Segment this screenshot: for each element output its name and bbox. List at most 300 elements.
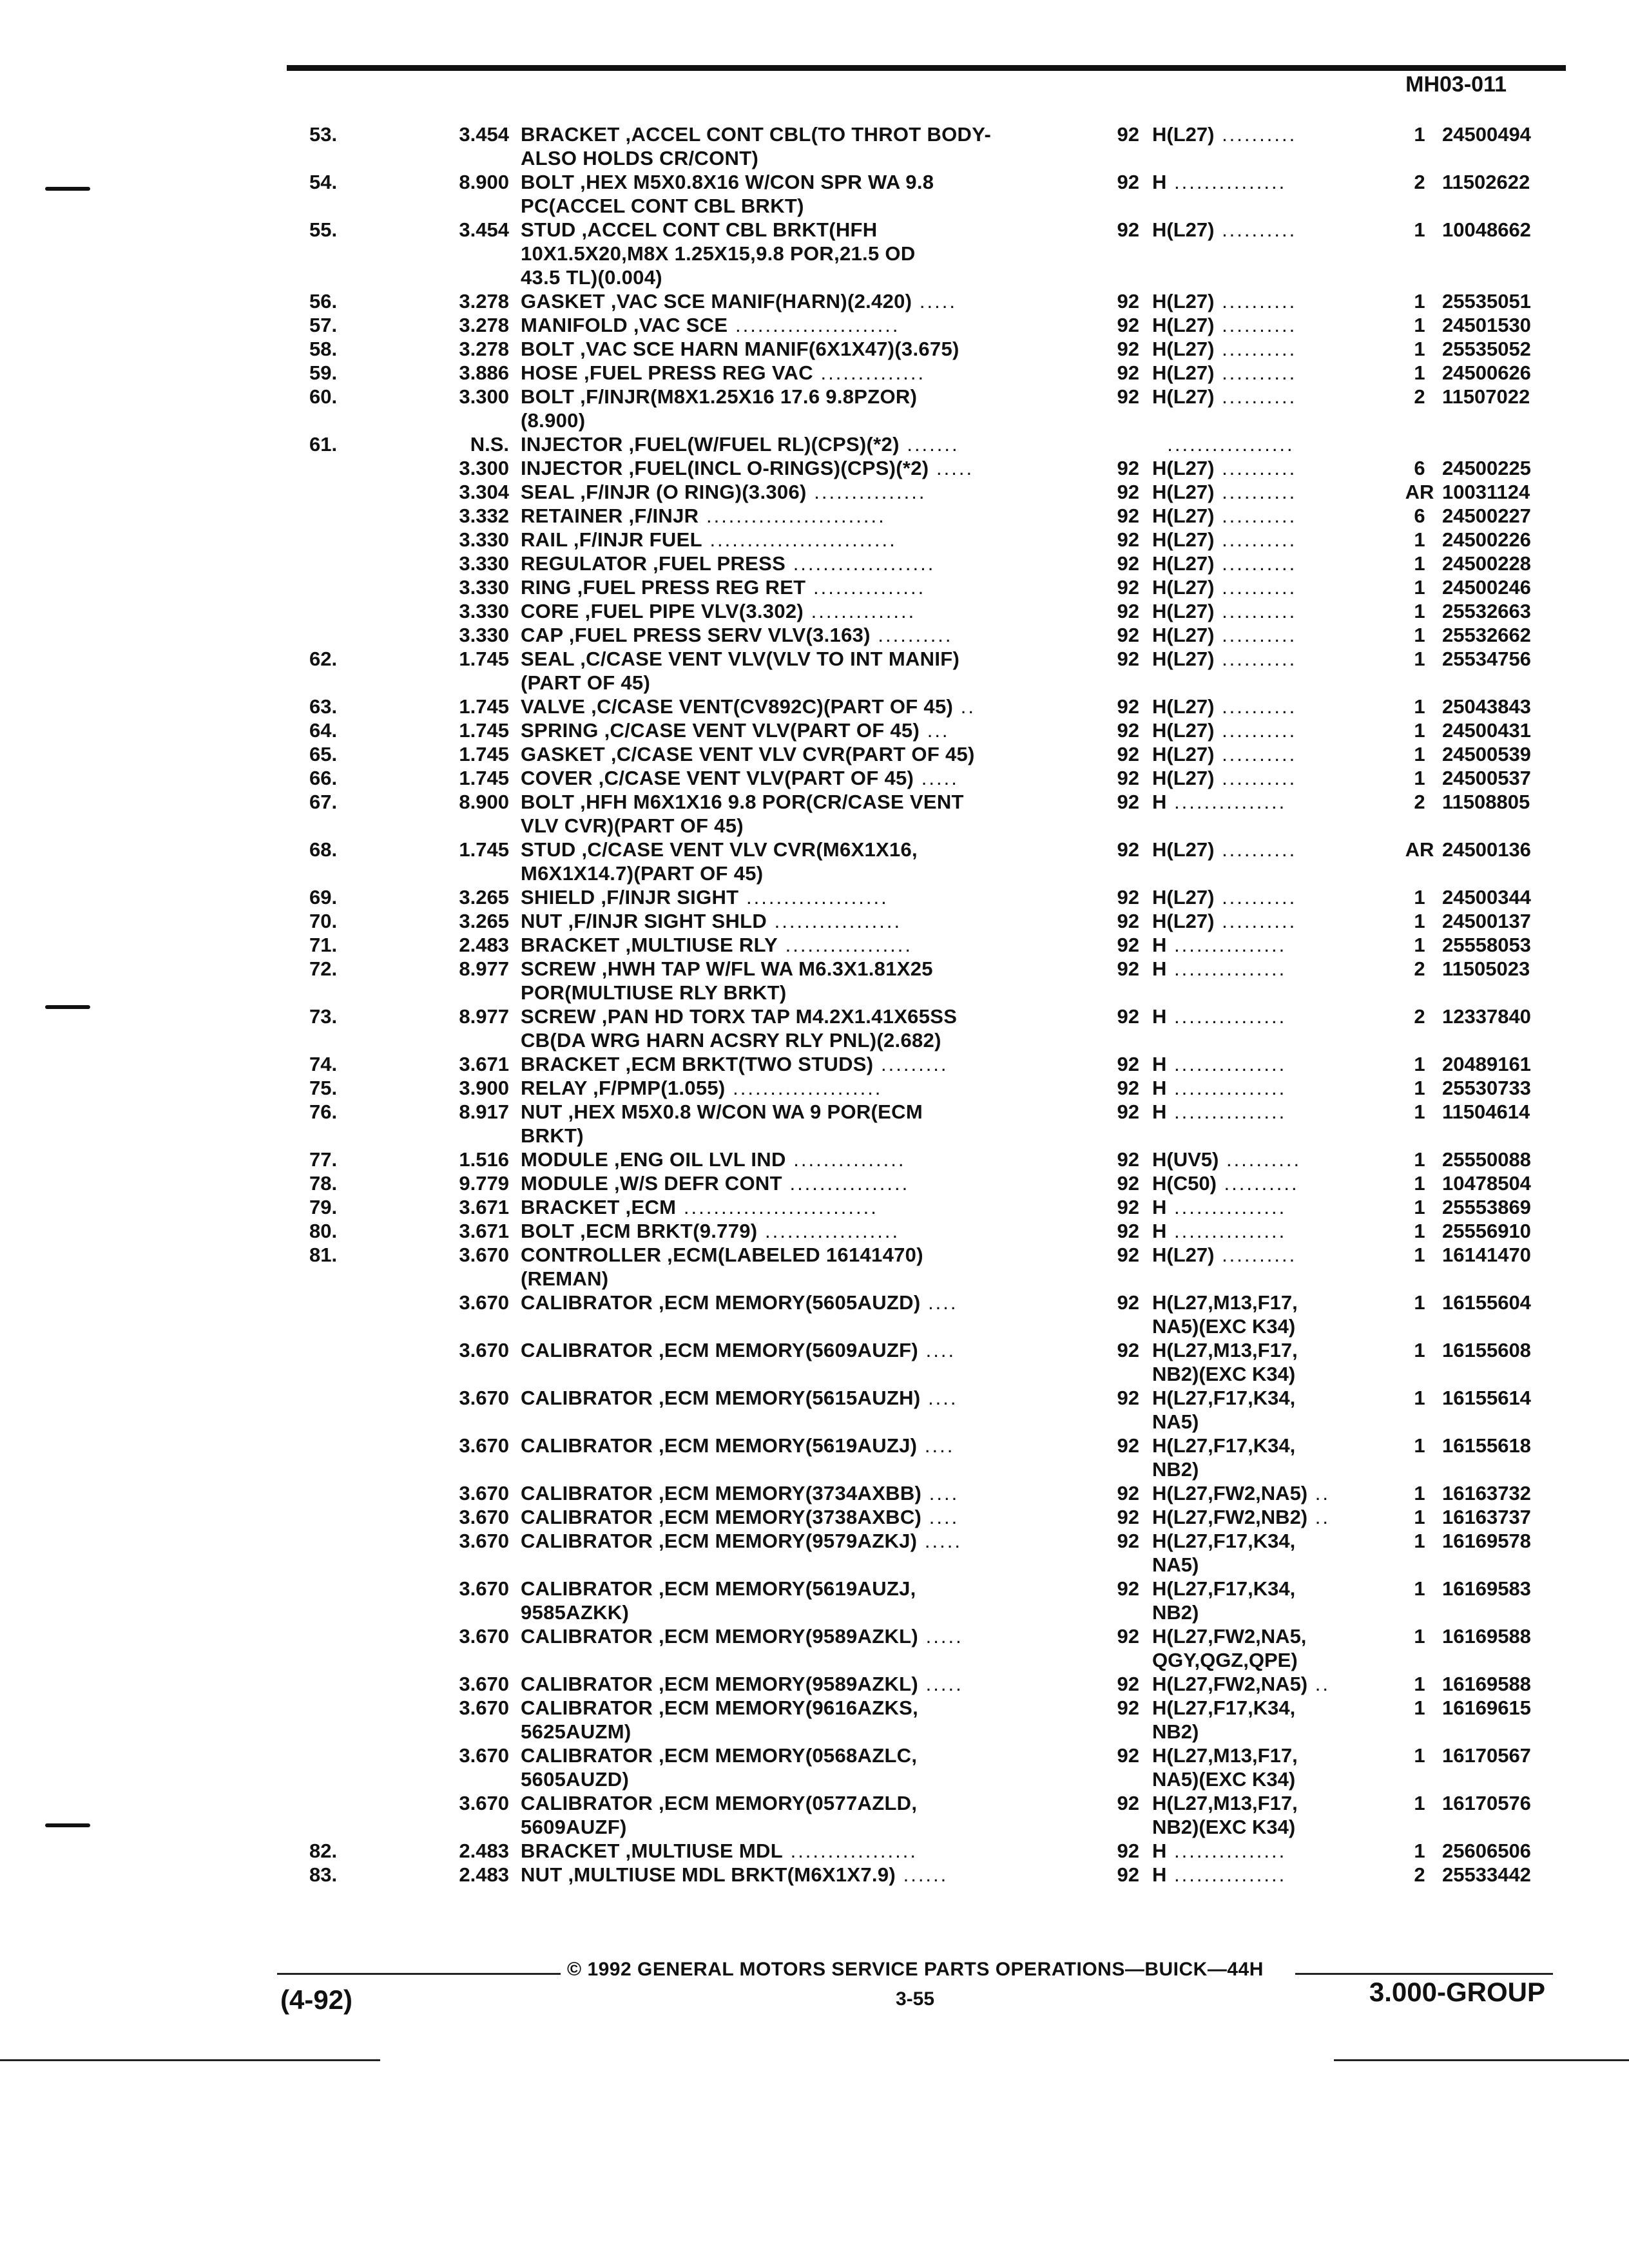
usage-text: H(L27,M13,F17, NA5)(EXC K34) (1152, 1291, 1298, 1338)
bottom-rule (0, 2059, 380, 2061)
description-text: BRACKET ,ECM BRKT(TWO STUDS) (521, 1053, 874, 1075)
quantity: 2 (1414, 791, 1425, 813)
leader-dots: .......... (1214, 838, 1297, 861)
part-description (521, 1100, 1088, 1148)
group-number: 3.670 (459, 1387, 509, 1409)
group-number: 3.330 (459, 624, 509, 646)
part-description (521, 1529, 1088, 1553)
model-year: 92 (1117, 1053, 1139, 1075)
description-text: BRACKET ,MULTIUSE MDL (521, 1840, 783, 1862)
leader-dots: ............... (1166, 1077, 1287, 1099)
model-year: 92 (1117, 1339, 1139, 1361)
model-year: 92 (1117, 791, 1139, 813)
leader-dots: ............... (1166, 957, 1287, 980)
group-number: 3.278 (459, 290, 509, 312)
usage-text: H(L27) (1152, 624, 1215, 646)
leader-dots: .......... (1214, 552, 1297, 575)
usage-code (1139, 1672, 1397, 1696)
quantity: 1 (1414, 361, 1425, 384)
leader-dots: ......................... (702, 528, 897, 551)
description-text: CALIBRATOR ,ECM MEMORY(5619AUZJ, 9585AZKK) (521, 1577, 916, 1624)
usage-code (1139, 718, 1397, 742)
description-text: BOLT ,VAC SCE HARN MANIF(6X1X47)(3.675) (521, 338, 959, 360)
usage-code (1139, 1171, 1397, 1195)
group-number: 3.670 (459, 1792, 509, 1814)
part-number: 11504614 (1442, 1100, 1530, 1123)
description-text: STUD ,C/CASE VENT VLV CVR(M6X1X16, M6X1X14.7)(PART OF 45) (521, 838, 918, 885)
part-number: 25532662 (1442, 624, 1531, 646)
leader-dots: .......... (1214, 361, 1297, 384)
part-number: 16155618 (1442, 1434, 1531, 1457)
part-description (521, 1696, 1088, 1744)
top-rule (287, 65, 1566, 71)
part-row (309, 742, 1547, 766)
description-text: BOLT ,HFH M6X1X16 9.8 POR(CR/CASE VENT VLV CVR)(PART OF 45) (521, 791, 964, 837)
leader-dots: .. (953, 695, 976, 718)
part-description (521, 647, 1088, 695)
quantity: 1 (1414, 314, 1425, 336)
part-row (309, 695, 1547, 718)
part-number: 24500494 (1442, 123, 1531, 146)
bottom-rule (1334, 2059, 1629, 2061)
quantity: 1 (1414, 910, 1425, 932)
leader-dots: .......... (1214, 648, 1297, 670)
model-year: 92 (1117, 457, 1139, 479)
description-text: BRACKET ,ACCEL CONT CBL(TO THROT BODY- ALSO HOLDS CR/CONT) (521, 123, 992, 169)
usage-text: H(L27) (1152, 576, 1215, 599)
description-text: SHIELD ,F/INJR SIGHT (521, 886, 739, 908)
part-number: 25533442 (1442, 1863, 1531, 1886)
part-description (521, 838, 1088, 885)
leader-dots: .......... (1214, 123, 1297, 146)
leader-dots: ........................ (699, 505, 886, 527)
part-number: 24500246 (1442, 576, 1531, 599)
part-row (309, 1791, 1547, 1839)
group-number: 3.670 (459, 1673, 509, 1695)
part-description (521, 718, 1088, 742)
part-description (521, 432, 1088, 456)
leader-dots: .... (920, 1387, 958, 1409)
usage-text: H(L27,F17,K34, NA5) (1152, 1387, 1296, 1433)
usage-text: H (1152, 1840, 1167, 1862)
usage-code (1139, 122, 1397, 146)
quantity: 6 (1414, 505, 1425, 527)
description-text: CALIBRATOR ,ECM MEMORY(3738AXBC) (521, 1506, 922, 1528)
leader-dots: .......... (1214, 314, 1297, 336)
model-year: 92 (1117, 648, 1139, 670)
part-number: 25530733 (1442, 1077, 1531, 1099)
part-number: 16170576 (1442, 1792, 1531, 1814)
part-number: 24500137 (1442, 910, 1531, 932)
model-year: 92 (1117, 123, 1139, 146)
ref-number: 82. (309, 1840, 338, 1862)
usage-code (1139, 1791, 1397, 1839)
group-number: 3.670 (459, 1434, 509, 1457)
part-number: 25535051 (1442, 290, 1531, 312)
part-description (521, 313, 1088, 337)
model-year: 92 (1117, 838, 1139, 861)
part-row (309, 790, 1547, 838)
description-text: BRACKET ,MULTIUSE RLY (521, 934, 778, 956)
quantity: 1 (1414, 1792, 1425, 1814)
model-year: 92 (1117, 1196, 1139, 1218)
model-year: 92 (1117, 290, 1139, 312)
ref-number: 72. (309, 957, 338, 980)
part-row (309, 480, 1547, 504)
part-description (521, 1291, 1088, 1314)
description-text: SEAL ,C/CASE VENT VLV(VLV TO INT MANIF) (PART OF 45) (521, 648, 960, 694)
leader-dots: .............. (813, 361, 926, 384)
usage-text: H(L27) (1152, 886, 1215, 908)
quantity: 1 (1414, 1482, 1425, 1504)
usage-code (1139, 1863, 1397, 1887)
part-row (309, 1529, 1547, 1577)
part-number: 16169583 (1442, 1577, 1531, 1600)
usage-code (1139, 1577, 1397, 1624)
leader-dots: .......... (1214, 910, 1297, 932)
description-text: BOLT ,F/INJR(M8X1.25X16 17.6 9.8PZOR) (8.900) (521, 385, 918, 432)
part-number: 10031124 (1442, 481, 1530, 503)
leader-dots: ............... (805, 576, 926, 599)
leader-dots: ............... (786, 1148, 906, 1171)
part-description (521, 1481, 1088, 1505)
description-text: RETAINER ,F/INJR (521, 505, 699, 527)
usage-code (1139, 599, 1397, 623)
usage-text: H (1152, 791, 1167, 813)
part-row (309, 1505, 1547, 1529)
group-number: N.S. (470, 433, 509, 456)
leader-dots: ..... (917, 1530, 962, 1552)
group-number: 3.900 (459, 1077, 509, 1099)
group-number: 3.670 (459, 1577, 509, 1600)
quantity: 1 (1414, 338, 1425, 360)
group-number: 3.278 (459, 314, 509, 336)
part-number: 24501530 (1442, 314, 1531, 336)
part-row (309, 909, 1547, 933)
description-text: CALIBRATOR ,ECM MEMORY(5609AUZF) (521, 1339, 918, 1361)
part-description (521, 1839, 1088, 1863)
quantity: 1 (1414, 624, 1425, 646)
usage-text: H(L27) (1152, 385, 1215, 408)
group-number: 2.483 (459, 1863, 509, 1886)
part-description (521, 695, 1088, 718)
usage-text: H (1152, 1220, 1167, 1242)
part-row (309, 766, 1547, 790)
group-number: 2.483 (459, 1840, 509, 1862)
model-year: 92 (1117, 957, 1139, 980)
part-row (309, 575, 1547, 599)
part-description (521, 337, 1088, 361)
usage-text: H(L27) (1152, 600, 1215, 622)
part-row (309, 933, 1547, 957)
group-number: 3.670 (459, 1482, 509, 1504)
quantity: 1 (1414, 1077, 1425, 1099)
leader-dots: ............... (1166, 1196, 1287, 1218)
description-text: CALIBRATOR ,ECM MEMORY(3734AXBB) (521, 1482, 922, 1504)
usage-code (1139, 575, 1397, 599)
description-text: SCREW ,PAN HD TORX TAP M4.2X1.41X65SS CB(DA WRG HARN ACSRY RLY PNL)(2.682) (521, 1005, 958, 1052)
usage-text: H(L27,M13,F17, NB2)(EXC K34) (1152, 1792, 1298, 1838)
leader-dots: ............... (1166, 791, 1287, 813)
model-year: 92 (1117, 361, 1139, 384)
group-number: 8.977 (459, 957, 509, 980)
part-number: 16155604 (1442, 1291, 1531, 1314)
part-number: 24500431 (1442, 719, 1531, 742)
part-description (521, 1386, 1088, 1410)
quantity: 2 (1414, 1863, 1425, 1886)
leader-dots: .......... (1214, 338, 1297, 360)
part-row (309, 718, 1547, 742)
parts-list (309, 122, 1547, 1887)
model-year: 92 (1117, 695, 1139, 718)
part-description (521, 1052, 1088, 1076)
quantity: 1 (1414, 218, 1425, 241)
description-text: BOLT ,HEX M5X0.8X16 W/CON SPR WA 9.8 PC(ACCEL CONT CBL BRKT) (521, 171, 934, 217)
description-text: SEAL ,F/INJR (O RING)(3.306) (521, 481, 807, 503)
ref-number: 62. (309, 648, 338, 670)
leader-dots: ............... (1166, 934, 1287, 956)
group-number: 3.886 (459, 361, 509, 384)
part-row (309, 313, 1547, 337)
leader-dots: .. (1307, 1506, 1330, 1528)
part-row (309, 957, 1547, 1004)
leader-dots: .................... (725, 1077, 883, 1099)
usage-text: H(L27) (1152, 767, 1215, 789)
description-text: CAP ,FUEL PRESS SERV VLV(3.163) (521, 624, 871, 646)
group-number: 3.670 (459, 1530, 509, 1552)
group-number: 8.917 (459, 1100, 509, 1123)
quantity: 1 (1414, 1339, 1425, 1361)
part-description (521, 385, 1088, 432)
usage-code (1139, 957, 1397, 981)
group-number: 3.454 (459, 218, 509, 241)
part-row (309, 122, 1547, 170)
quantity: 1 (1414, 719, 1425, 742)
description-text: BRACKET ,ECM (521, 1196, 677, 1218)
ref-number: 64. (309, 719, 338, 742)
group-number: 1.745 (459, 838, 509, 861)
model-year: 92 (1117, 1840, 1139, 1862)
usage-code (1139, 1744, 1397, 1791)
description-text: CALIBRATOR ,ECM MEMORY(9589AZKL) (521, 1625, 918, 1648)
usage-text: H(L27) (1152, 290, 1215, 312)
usage-text: H(L27,M13,F17, NB2)(EXC K34) (1152, 1339, 1298, 1385)
usage-code (1139, 170, 1397, 194)
description-text: CALIBRATOR ,ECM MEMORY(0568AZLC, 5605AUZD) (521, 1744, 918, 1791)
part-number: 12337840 (1442, 1005, 1531, 1028)
description-text: NUT ,HEX M5X0.8 W/CON WA 9 POR(ECM BRKT) (521, 1100, 923, 1147)
model-year: 92 (1117, 218, 1139, 241)
description-text: NUT ,F/INJR SIGHT SHLD (521, 910, 767, 932)
leader-dots: ................. (1152, 433, 1295, 456)
usage-code (1139, 1243, 1397, 1267)
model-year: 92 (1117, 1863, 1139, 1886)
leader-dots: ................. (782, 1840, 918, 1862)
leader-dots: .......... (1214, 743, 1297, 765)
description-text: VALVE ,C/CASE VENT(CV892C)(PART OF 45) (521, 695, 954, 718)
part-description (521, 480, 1088, 504)
model-year: 92 (1117, 624, 1139, 646)
leader-dots: .......... (1216, 1172, 1299, 1195)
quantity: 1 (1414, 1506, 1425, 1528)
group-number: 3.330 (459, 576, 509, 599)
quantity: 2 (1414, 957, 1425, 980)
model-year: 92 (1117, 1220, 1139, 1242)
leader-dots: .......... (1214, 624, 1297, 646)
group-number: 8.977 (459, 1005, 509, 1028)
ref-number: 75. (309, 1077, 338, 1099)
part-description (521, 1076, 1088, 1100)
group-number: 3.670 (459, 1339, 509, 1361)
quantity: 1 (1414, 1625, 1425, 1648)
model-year: 92 (1117, 1077, 1139, 1099)
part-number: 16163732 (1442, 1482, 1531, 1504)
usage-code (1139, 432, 1397, 456)
part-row (309, 1100, 1547, 1148)
usage-text: H (1152, 1005, 1167, 1028)
ref-number: 60. (309, 385, 338, 408)
ref-number: 71. (309, 934, 338, 956)
quantity: 1 (1414, 1196, 1425, 1218)
part-row (309, 1148, 1547, 1171)
usage-code (1139, 933, 1397, 957)
group-number: 3.300 (459, 385, 509, 408)
part-row (309, 504, 1547, 528)
group-number: 8.900 (459, 171, 509, 193)
ref-number: 61. (309, 433, 338, 456)
usage-code (1139, 1386, 1397, 1434)
leader-dots: ................... (738, 886, 889, 908)
quantity: 1 (1414, 1577, 1425, 1600)
part-description (521, 766, 1088, 790)
model-year: 92 (1117, 552, 1139, 575)
leader-dots: ..... (914, 767, 959, 789)
description-text: CALIBRATOR ,ECM MEMORY(5615AUZH) (521, 1387, 921, 1409)
quantity: 1 (1414, 767, 1425, 789)
part-number: 10048662 (1442, 218, 1531, 241)
part-description (521, 456, 1088, 480)
part-description (521, 1434, 1088, 1457)
part-row (309, 1434, 1547, 1481)
quantity: 1 (1414, 1220, 1425, 1242)
part-row (309, 385, 1547, 432)
footer-rule (277, 1973, 561, 1975)
leader-dots: .......... (1214, 886, 1297, 908)
quantity: 1 (1414, 1744, 1425, 1767)
quantity: 1 (1414, 1673, 1425, 1695)
description-text: RAIL ,F/INJR FUEL (521, 528, 702, 551)
usage-text: H(L27) (1152, 910, 1215, 932)
punch-mark (45, 1005, 90, 1009)
part-row (309, 1171, 1547, 1195)
usage-text: H(L27) (1152, 338, 1215, 360)
part-number: 25553869 (1442, 1196, 1531, 1218)
part-row (309, 1052, 1547, 1076)
usage-code (1139, 385, 1397, 408)
model-year: 92 (1117, 600, 1139, 622)
usage-code (1139, 504, 1397, 528)
leader-dots: ....... (899, 433, 959, 456)
part-description (521, 885, 1088, 909)
description-text: MANIFOLD ,VAC SCE (521, 314, 728, 336)
usage-code (1139, 1004, 1397, 1028)
ref-number: 74. (309, 1053, 338, 1075)
part-number: 16169615 (1442, 1696, 1531, 1719)
usage-code (1139, 1505, 1397, 1529)
leader-dots: .......... (1214, 290, 1297, 312)
part-row (309, 1481, 1547, 1505)
part-number: 25550088 (1442, 1148, 1531, 1171)
model-year: 92 (1117, 505, 1139, 527)
part-number: 24500539 (1442, 743, 1531, 765)
quantity: 1 (1414, 886, 1425, 908)
page-code: MH03-011 (1405, 72, 1507, 97)
usage-code (1139, 885, 1397, 909)
ref-number: 77. (309, 1148, 338, 1171)
part-row (309, 552, 1547, 575)
quantity: 2 (1414, 171, 1425, 193)
leader-dots: .......... (1214, 1244, 1297, 1266)
part-number: 24500228 (1442, 552, 1531, 575)
page-number: 3-55 (896, 1988, 935, 2010)
group-number: 3.454 (459, 123, 509, 146)
quantity: 1 (1414, 1148, 1425, 1171)
group-number: 3.330 (459, 528, 509, 551)
part-row (309, 1744, 1547, 1791)
usage-text: H(L27) (1152, 481, 1215, 503)
part-description (521, 742, 1088, 766)
description-text: INJECTOR ,FUEL(INCL O-RINGS)(CPS)(*2) (521, 457, 929, 479)
quantity: 1 (1414, 600, 1425, 622)
usage-text: H (1152, 1863, 1167, 1886)
part-number: 24500626 (1442, 361, 1531, 384)
usage-code (1139, 528, 1397, 552)
part-number: 25556910 (1442, 1220, 1531, 1242)
usage-code (1139, 480, 1397, 504)
model-year: 92 (1117, 1744, 1139, 1767)
leader-dots: ..... (912, 290, 957, 312)
part-number: 24500227 (1442, 505, 1531, 527)
usage-code (1139, 742, 1397, 766)
model-year: 92 (1117, 1673, 1139, 1695)
leader-dots: ................. (777, 934, 913, 956)
description-text: CALIBRATOR ,ECM MEMORY(9579AZKJ) (521, 1530, 918, 1552)
leader-dots: ............... (1166, 1220, 1287, 1242)
usage-text: H (1152, 171, 1167, 193)
leader-dots: .......... (1214, 218, 1297, 241)
part-description (521, 1171, 1088, 1195)
ref-number: 67. (309, 791, 338, 813)
part-row (309, 1076, 1547, 1100)
group-number: 3.670 (459, 1291, 509, 1314)
part-row (309, 218, 1547, 289)
model-year: 92 (1117, 1434, 1139, 1457)
leader-dots: .......... (870, 624, 953, 646)
group-number: 3.671 (459, 1196, 509, 1218)
leader-dots: .......... (1214, 767, 1297, 789)
usage-code (1139, 838, 1397, 861)
usage-code (1139, 361, 1397, 385)
part-description (521, 552, 1088, 575)
usage-text: H(L27) (1152, 218, 1215, 241)
description-text: NUT ,MULTIUSE MDL BRKT(M6X1X7.9) (521, 1863, 896, 1886)
quantity: 1 (1414, 1291, 1425, 1314)
usage-text: H (1152, 957, 1167, 980)
usage-text: H(L27,M13,F17, NA5)(EXC K34) (1152, 1744, 1298, 1791)
usage-code (1139, 1624, 1397, 1672)
part-row (309, 1577, 1547, 1624)
part-row (309, 456, 1547, 480)
